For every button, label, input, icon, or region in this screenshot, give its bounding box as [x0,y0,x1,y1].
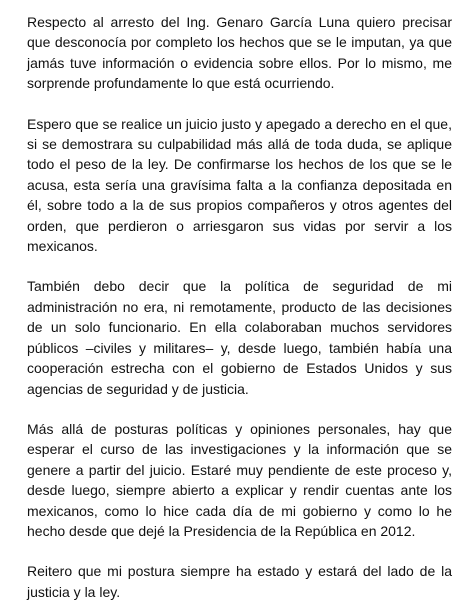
paragraph-arrest: Respecto al arresto del Ing. Genaro García Luna quiero precisar que desconocía por completo los hechos que se le imputan, ya que jamás tuve información o evidencia sobre ellos. Por lo mismo, me sorprende profundamente lo que está ocurriendo. [27,14,452,92]
paragraph-security-policy: También debo decir que la política de seguridad de mi administración no era, ni remotamente, producto de las decisiones de un solo funcionario. En ella colaboraban muchos servidores públicos –civiles y militares– y, desde luego, también había una cooperación estrecha con el gobierno de Estados Unidos y sus agencias de seguridad y de justicia. [27,278,452,397]
paragraph-fair-trial: Espero que se realice un juicio justo y apegado a derecho en el que, si se demostrara su culpabilidad más allá de toda duda, se aplique todo el peso de la ley. De confirmarse los hechos de los que se le acusa, esta sería una gravísima falta a la confianza depositada en él, sobre todo a la de sus propios compañeros y otros agentes del orden, que perdieron o arriesgaron sus vidas por servir a los mexicanos. [27,115,452,255]
paragraph-closing: Reitero que mi postura siempre ha estado y estará del lado de la justicia y la ley. [27,563,452,600]
paragraph-investigation: Más allá de posturas políticas y opiniones personales, hay que esperar el curso de las investigaciones y la información que se genere a partir del juicio. Estaré muy pendiente de este proceso y, desde luego, siempre abierto a explicar y rendir cuentas ante los mexicanos, como lo hice cada día de mi gobierno y como lo he hecho desde que dejé la Presidencia de la República en 2012. [27,420,452,539]
